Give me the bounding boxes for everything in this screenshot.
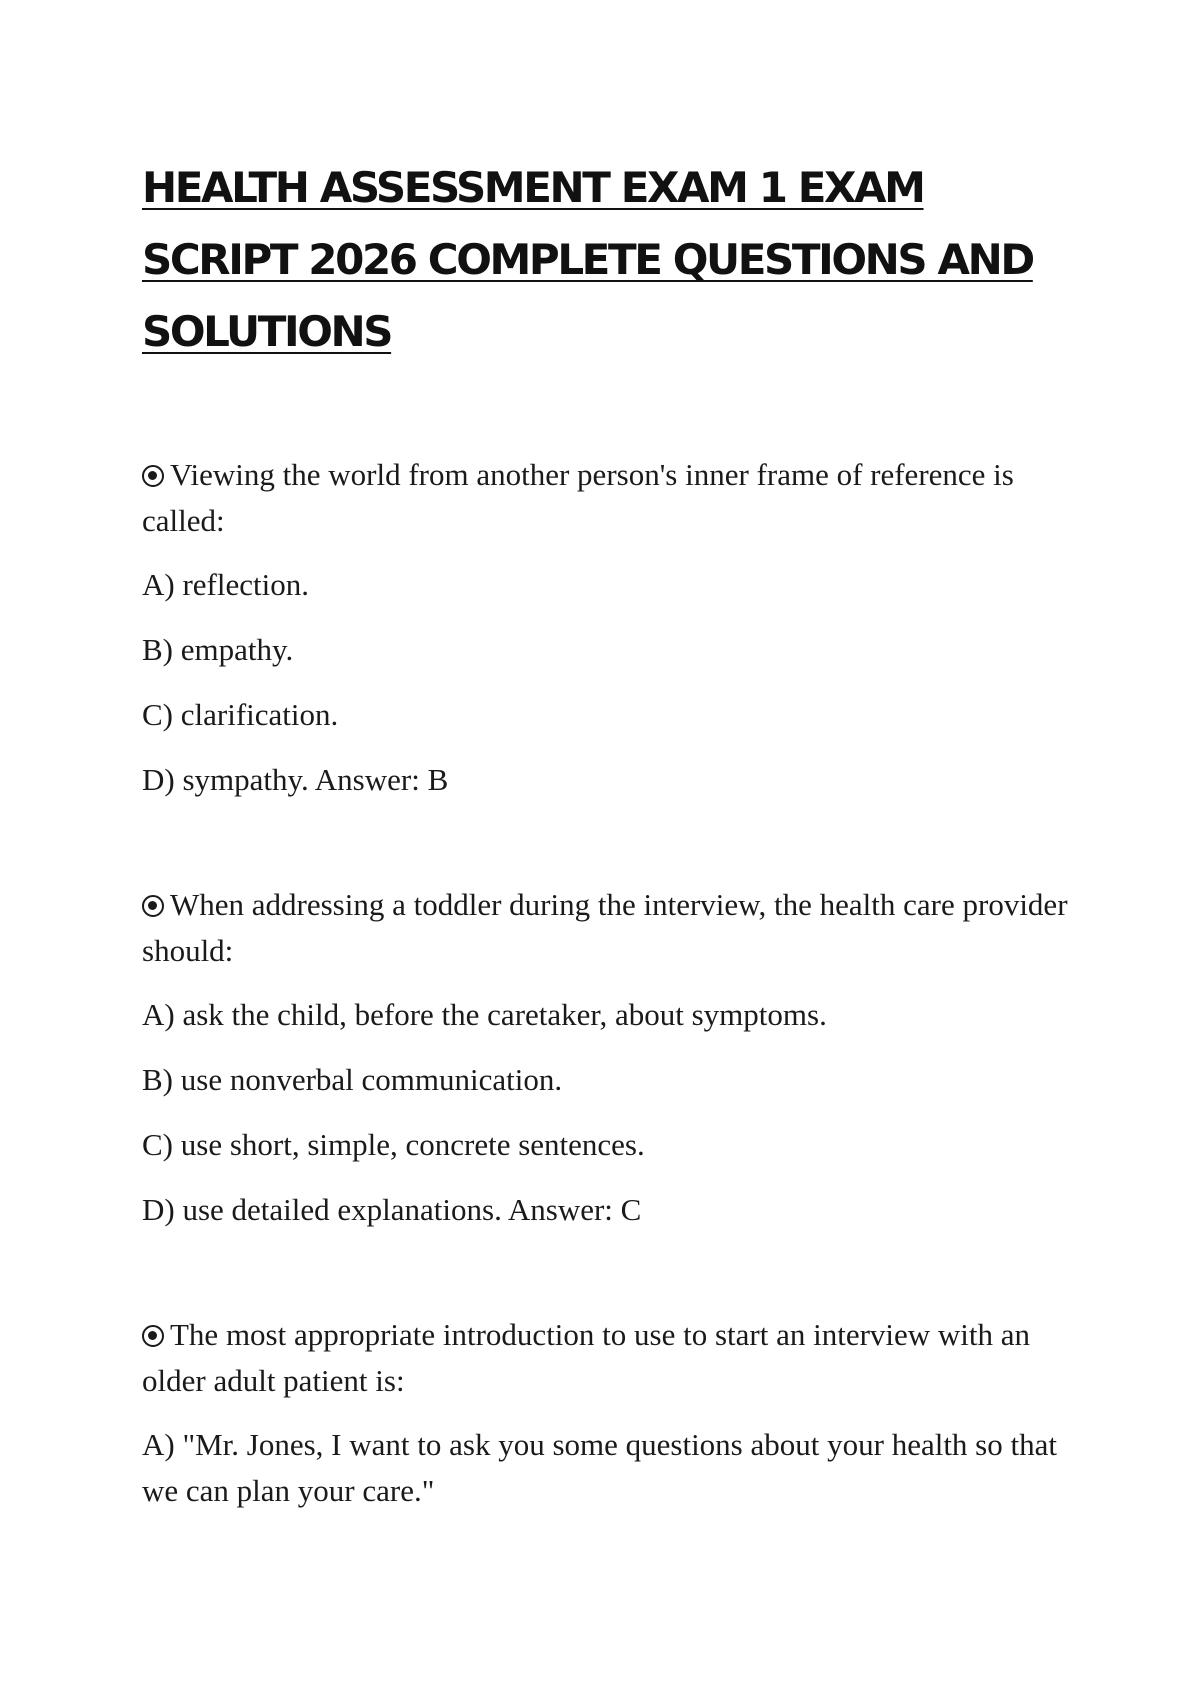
- answer-option: C) use short, simple, concrete sentences.: [142, 1127, 645, 1162]
- question-block: [142, 882, 1082, 1252]
- question-text: When addressing a toddler during the interview, the health care provider should:: [142, 887, 1068, 968]
- answer-option: B) use nonverbal communication.: [142, 1062, 563, 1097]
- radio-bullet-icon: [142, 895, 164, 917]
- answer-option: D) sympathy. Answer: B: [142, 762, 449, 797]
- question-block: [142, 452, 1082, 822]
- answer-option: D) use detailed explanations. Answer: C: [142, 1192, 642, 1227]
- answer-option: C) clarification.: [142, 697, 339, 732]
- question-text: The most appropriate introduction to use to start an interview with an older adult patient is:: [142, 1317, 1031, 1398]
- question-stem: [142, 1312, 1082, 1404]
- answer-option: A) "Mr. Jones, I want to ask you some questions about your health so that we can plan your care.": [142, 1427, 1057, 1508]
- answer-option: B) empathy.: [142, 632, 294, 667]
- page-title: HEALTH ASSESSMENT EXAM 1 EXAM SCRIPT 2026 COMPLETE QUESTIONS AND SOLUTIONS: [142, 163, 1033, 356]
- answer-option: A) reflection.: [142, 567, 309, 602]
- radio-bullet-icon: [142, 1325, 164, 1347]
- question-stem: [142, 882, 1082, 974]
- radio-bullet-icon: [142, 465, 164, 487]
- question-stem: [142, 452, 1082, 544]
- question-text: Viewing the world from another person's inner frame of reference is called:: [142, 457, 1014, 538]
- question-block: [142, 1312, 1082, 1533]
- answer-option: A) ask the child, before the caretaker, about symptoms.: [142, 997, 827, 1032]
